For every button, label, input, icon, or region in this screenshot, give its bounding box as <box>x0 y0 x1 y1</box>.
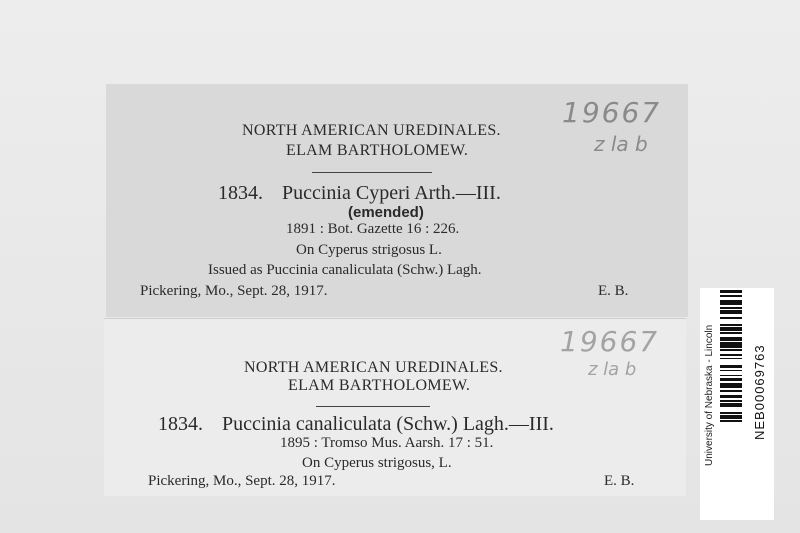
barcode-number: NEB00069763 <box>752 344 767 440</box>
barcode-bar <box>720 422 742 425</box>
exsiccata-number: 1834. <box>218 182 263 204</box>
collector-initials: E. B. <box>604 473 635 489</box>
divider-rule <box>316 406 430 407</box>
specimen-label-bottom <box>104 318 686 496</box>
handwritten-accession-number: 19667 <box>560 325 660 358</box>
handwritten-accession-number: 19667 <box>562 96 662 129</box>
label-title-line1: NORTH AMERICAN UREDINALES. <box>242 122 501 139</box>
literature-citation: 1891 : Bot. Gazette 16 : 226. <box>286 221 460 237</box>
species-heading <box>158 413 554 436</box>
locality-date: Pickering, Mo., Sept. 28, 1917. <box>148 473 336 489</box>
divider-rule <box>312 172 432 173</box>
label-title-line2: ELAM BARTHOLOMEW. <box>288 377 471 394</box>
label-title-line2: ELAM BARTHOLOMEW. <box>286 142 469 159</box>
host-plant: On Cyperus strigosus, L. <box>302 455 452 471</box>
barcode-bars <box>720 290 742 450</box>
locality-date: Pickering, Mo., Sept. 28, 1917. <box>140 283 328 299</box>
literature-citation: 1895 : Tromso Mus. Aarsh. 17 : 51. <box>280 435 494 451</box>
handwritten-note: z la b <box>594 132 648 156</box>
collector-initials: E. B. <box>598 283 629 299</box>
host-plant: On Cyperus strigosus L. <box>296 242 442 258</box>
barcode-institution: University of Nebraska - Lincoln <box>704 324 715 466</box>
specimen-label-top <box>106 84 688 317</box>
label-title-line1: NORTH AMERICAN UREDINALES. <box>244 359 503 376</box>
issued-as-note: Issued as Puccinia canaliculata (Schw.) Lagh. <box>208 262 482 278</box>
handwritten-note: z la b <box>588 359 637 380</box>
emended-note: (emended) <box>348 204 424 221</box>
exsiccata-number: 1834. <box>158 413 203 435</box>
species-name: Puccinia canaliculata (Schw.) Lagh.—III. <box>222 413 554 435</box>
barcode-label <box>700 288 774 520</box>
species-name: Puccinia Cyperi Arth.—III. <box>282 182 501 204</box>
species-heading <box>218 182 501 205</box>
